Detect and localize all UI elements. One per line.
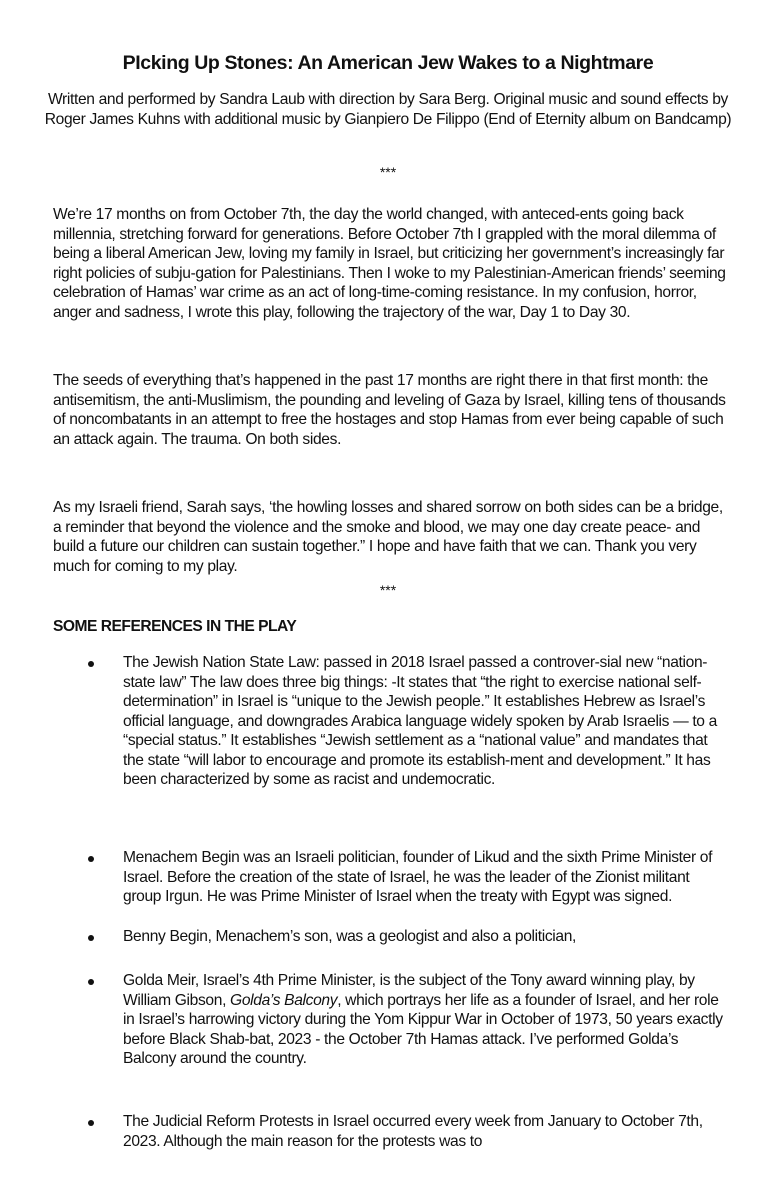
play-title: Golda’s Balcony [230, 991, 338, 1009]
intro-paragraph-1: We’re 17 months on from October 7th, the day the world changed, with anteced-ents going back millennia, stretching forward for generations. Before October 7th I grappled with the moral dilemma of being a liberal American Jew, loving my family in Israel, but criticizing her government’s increasingly far right policies of subju-gation for Palestinians. Then I woke to my Palestinian-American friends’ seeming celebration of Hamas’ war crime as an act of long-time-coming resistance. In my confusion, horror, anger and sadness, I wrote this play, following the trajectory of the war, Day 1 to Day 30. [53, 206, 726, 321]
references-heading: SOME REFERENCES IN THE PLAY [53, 618, 297, 635]
reference-item [88, 848, 728, 907]
reference-text: Benny Begin, Menachem’s son, was a geologist and also a politician, [123, 928, 577, 945]
bullet-icon [88, 661, 94, 667]
intro-paragraph-3: As my Israeli friend, Sarah says, ‘the howling losses and shared sorrow on both sides can be a bridge, a reminder that beyond the violence and the smoke and blood, we may one day create peace- and build a future our children can sustain together.” I hope and have faith that we can. Thank you very much for coming to my play. [53, 499, 723, 575]
reference-item [88, 927, 728, 947]
separator: *** [379, 164, 397, 180]
bullet-icon [88, 1120, 94, 1126]
credits-line: Written and performed by Sandra Laub with direction by Sara Berg. Original music and sound effects by Roger James Kuhns with additional music by Gianpiero De Filippo (End of Eternity album on Bandcamp) [44, 91, 732, 128]
bullet-icon [88, 979, 94, 985]
reference-item [88, 1112, 728, 1151]
bullet-icon [88, 856, 94, 862]
reference-item [88, 653, 728, 790]
document-title: PIcking Up Stones: An American Jew Wakes to a Nightmare [122, 52, 654, 74]
intro-paragraph-2: The seeds of everything that’s happened in the past 17 months are right there in that first month: the antisemitism, the anti-Muslimism, the pounding and leveling of Gaza by Israel, killing tens of thousands of noncombatants in an attempt to free the hostages and stop Hamas from ever being capable of such an attack again. The trauma. On both sides. [53, 372, 726, 448]
reference-text: The Judicial Reform Protests in Israel occurred every week from January to October 7th, 2023. Although the main reason for the protests was to [123, 1113, 703, 1150]
reference-text: Golda Meir, Israel’s 4th Prime Minister, is the subject of the Tony award winning play, by William Gibson, Golda’s Balcony, which portrays her life as a founder of Israel, and her role in Israel’s harrowing victory during the Yom Kippur War in October of 1973, 50 years exactly before Black Shab-bat, 2023 - the October 7th Hamas attack. I’ve performed Golda’s Balcony around the country. [123, 972, 723, 1067]
reference-item [88, 971, 728, 1069]
separator-2: *** [379, 582, 397, 598]
reference-text: The Jewish Nation State Law: passed in 2018 Israel passed a controver-sial new “nation-state law” The law does three big things: -It states that “the right to exercise national self-determination” in Israel is “unique to the Jewish people.” It establishes Hebrew as Israel’s official language, and downgrades Arabica language widely spoken by Arab Israelis — to a “special status.” It establishes “Jewish settlement as a “national value” and mandates that the state “will labor to encourage and promote its establish-ment and development.” It has been characterized by some as racist and undemocratic. [123, 654, 717, 788]
bullet-icon [88, 935, 94, 941]
reference-text: Menachem Begin was an Israeli politician, founder of Likud and the sixth Prime Minister of Israel. Before the creation of the state of Israel, he was the leader of the Zionist militant group Irgun. He was Prime Minister of Israel when the treaty with Egypt was signed. [123, 849, 713, 905]
